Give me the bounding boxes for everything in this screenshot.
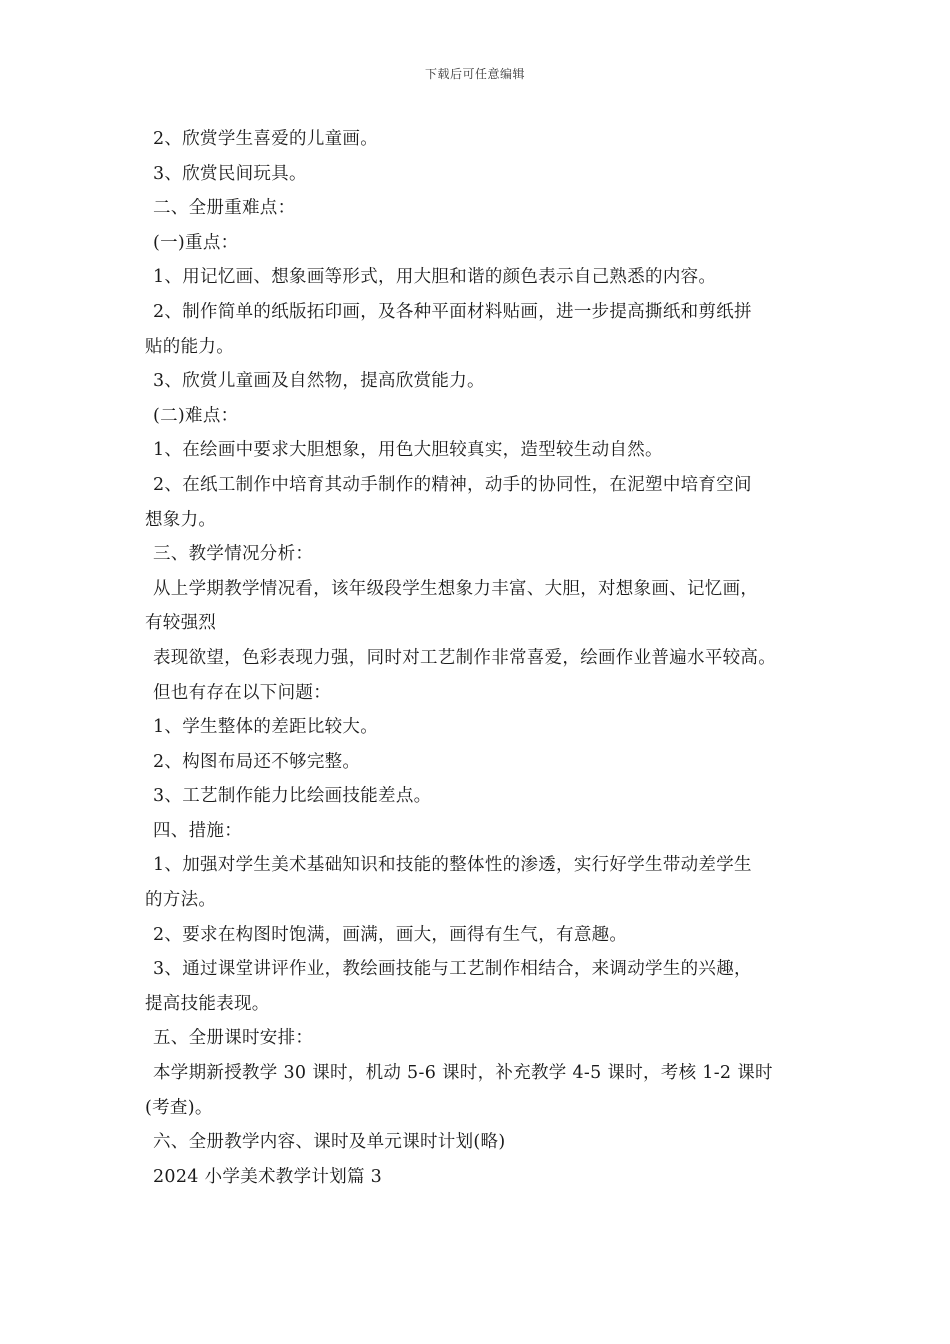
text-line: 三、教学情况分析： <box>153 544 314 565</box>
text-line: 2、要求在构图时饱满，画满，画大，画得有生气，有意趣。 <box>153 924 628 945</box>
text-line: 2、构图布局还不够完整。 <box>153 751 361 772</box>
text-line: 想象力。 <box>145 509 217 530</box>
text-line: 四、措施： <box>153 820 242 841</box>
text-line: 3、欣赏儿童画及自然物，提高欣赏能力。 <box>153 371 485 392</box>
text-line: 3、工艺制作能力比绘画技能差点。 <box>153 786 432 807</box>
text-line: 1、学生整体的差距比较大。 <box>153 717 379 738</box>
text-line: (考查)。 <box>145 1097 213 1118</box>
text-line: 表现欲望，色彩表现力强，同时对工艺制作非常喜爱，绘画作业普遍水平较高。 <box>153 647 776 668</box>
text-line: 3、欣赏民间玩具。 <box>153 163 307 184</box>
header-note: 下载后可任意编辑 <box>424 67 525 81</box>
text-line: 二、全册重难点： <box>153 198 296 219</box>
text-line: 从上学期教学情况看，该年级段学生想象力丰富、大胆，对想象画、记忆画， <box>153 578 759 599</box>
text-line: 2、制作简单的纸版拓印画，及各种平面材料贴画，进一步提高撕纸和剪纸拼 <box>153 301 752 322</box>
text-line: 提高技能表现。 <box>145 993 270 1014</box>
text-line: 2024 小学美术教学计划篇 3 <box>153 1166 383 1187</box>
text-line: 1、在绘画中要求大胆想象，用色大胆较真实，造型较生动自然。 <box>153 440 663 461</box>
text-line: 1、加强对学生美术基础知识和技能的整体性的渗透，实行好学生带动差学生 <box>153 855 752 876</box>
text-line: (二)难点： <box>153 405 239 426</box>
text-line: (一)重点： <box>153 232 239 253</box>
text-line: 本学期新授教学 30 课时，机动 5-6 课时，补充教学 4-5 课时，考核 1-2 课时 <box>153 1063 773 1084</box>
text-line: 六、全册教学内容、课时及单元课时计划(略) <box>153 1132 506 1153</box>
text-line: 2、欣赏学生喜爱的儿童画。 <box>153 129 379 149</box>
text-line: 有较强烈 <box>145 613 217 634</box>
text-line: 的方法。 <box>145 890 217 911</box>
text-line: 但也有存在以下问题： <box>153 682 331 703</box>
text-line: 3、通过课堂讲评作业，教绘画技能与工艺制作相结合，来调动学生的兴趣， <box>153 959 752 980</box>
text-line: 五、全册课时安排： <box>153 1028 314 1049</box>
text-line: 1、用记忆画、想象画等形式，用大胆和谐的颜色表示自己熟悉的内容。 <box>153 267 717 288</box>
document-body <box>145 122 825 1194</box>
text-line: 2、在纸工制作中培育其动手制作的精神，动手的协同性，在泥塑中培育空间 <box>153 474 752 495</box>
text-line: 贴的能力。 <box>145 336 234 357</box>
